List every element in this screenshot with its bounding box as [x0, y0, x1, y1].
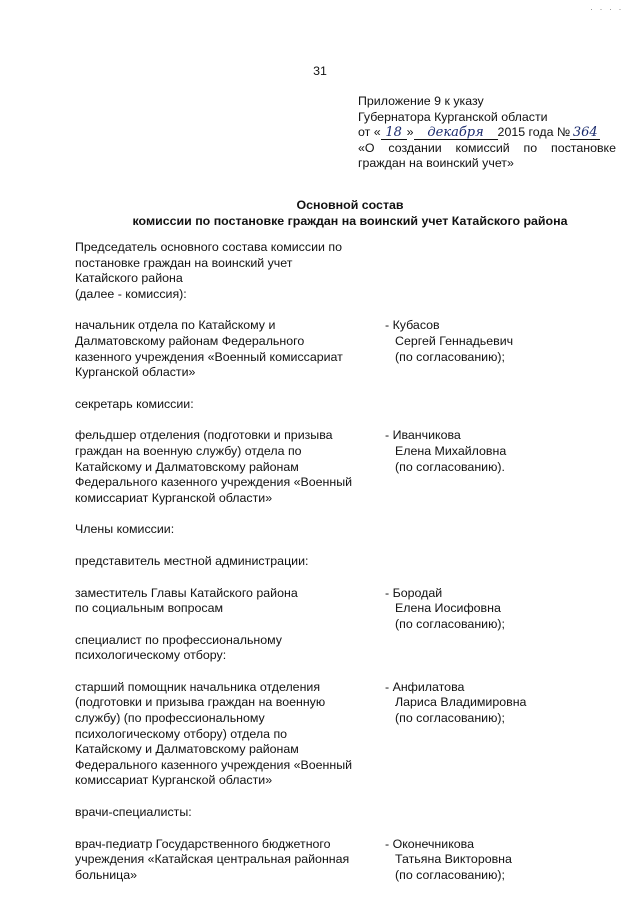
commission-row [75, 397, 585, 413]
role-line: (далее - комиссия): [75, 286, 187, 301]
page-number: 31 [313, 64, 327, 78]
handwritten-month: декабря [414, 126, 498, 140]
member-name [385, 586, 595, 633]
member-name [385, 318, 595, 365]
commission-row [75, 428, 585, 506]
role-description [75, 837, 375, 884]
role-line: Катайскому и Далматовскому районам [75, 742, 299, 757]
row-spacer [75, 412, 585, 428]
row-spacer [75, 789, 585, 805]
member-name [385, 837, 595, 884]
appendix-block [358, 94, 616, 172]
member-name [385, 680, 595, 727]
role-line: Федерального казенного учреждения «Военный [75, 757, 353, 772]
role-description [75, 397, 375, 413]
role-description [75, 805, 375, 821]
document-heading [0, 198, 640, 229]
role-line: фельдшер отделения (подготовки и призыва [75, 428, 333, 443]
role-line: Члены комиссии: [75, 522, 175, 537]
member-name [385, 428, 595, 475]
appendix-line-1: Приложение 9 к указу [358, 94, 484, 108]
row-spacer [75, 664, 585, 680]
role-line: специалист по профессиональному [75, 632, 282, 647]
heading-line-2: комиссии по постановке граждан на воинский учет Катайского района [132, 213, 568, 228]
row-spacer [75, 821, 585, 837]
role-line: службу) (по профессиональному [75, 711, 265, 726]
commission-row [75, 522, 585, 538]
row-spacer [75, 506, 585, 522]
role-line: казенного учреждения «Военный комиссариат [75, 349, 343, 364]
member-surname: - Иванчикова [385, 428, 461, 443]
commission-row [75, 805, 585, 821]
row-spacer [75, 570, 585, 586]
date-prefix: от « [358, 125, 381, 140]
member-surname: - Кубасов [385, 318, 440, 333]
commission-row [75, 318, 585, 380]
member-surname: - Оконечникова [385, 836, 474, 851]
corner-mark: · · · · [590, 4, 624, 14]
row-spacer [75, 883, 585, 899]
member-detail: Елена Иосифовна [395, 601, 501, 616]
member-detail: (по согласованию). [395, 459, 505, 474]
member-detail: Елена Михайловна [395, 443, 507, 458]
commission-row [75, 240, 585, 302]
member-detail: Татьяна Викторовна [395, 852, 512, 867]
role-description [75, 522, 375, 538]
role-line: врачи-специалисты: [75, 805, 192, 820]
role-description [75, 633, 375, 664]
role-line: Председатель основного состава комиссии по [75, 240, 342, 254]
handwritten-number: 364 [570, 126, 600, 140]
role-line: граждан на военную службу) отдела по [75, 443, 302, 458]
appendix-title-line-2: граждан на воинский учет» [358, 156, 514, 171]
role-line: Федерального казенного учреждения «Военный [75, 475, 353, 490]
role-line: заместитель Главы Катайского района [75, 585, 298, 600]
member-detail: (по согласованию); [395, 616, 505, 631]
role-line: учреждения «Катайская центральная районная [75, 852, 350, 867]
role-line: (подготовки и призыва граждан на военную [75, 695, 326, 710]
row-spacer [75, 538, 585, 554]
role-line: старший помощник начальника отделения [75, 679, 321, 694]
member-detail: Сергей Геннадьевич [395, 333, 514, 348]
role-line: больница» [75, 867, 138, 882]
role-description [75, 318, 375, 380]
appendix-date-line [358, 125, 616, 141]
role-line: врач-педиатр Государственного бюджетного [75, 836, 331, 851]
role-line: представитель местной администрации: [75, 553, 309, 568]
role-line: Курганской области» [75, 365, 196, 380]
role-description [75, 240, 375, 302]
role-line: постановке граждан на воинский учет [75, 255, 293, 270]
role-line: комиссариат Курганской области» [75, 773, 273, 788]
role-line: Далматовскому районам Федерального [75, 333, 305, 348]
member-surname: - Бородай [385, 585, 443, 600]
appendix-line-2: Губернатора Курганской области [358, 109, 548, 124]
date-year: 2015 года № [497, 125, 571, 140]
row-spacer [75, 302, 585, 318]
role-line: психологическому отбору: [75, 648, 227, 663]
role-description [75, 428, 375, 506]
heading-line-1: Основной состав [296, 198, 404, 212]
member-detail: Лариса Владимировна [395, 695, 527, 710]
member-detail: (по согласованию); [395, 711, 505, 726]
commission-list [75, 240, 585, 899]
commission-row [75, 680, 585, 789]
handwritten-day: 18 [381, 126, 407, 140]
row-spacer [75, 381, 585, 397]
role-line: секретарь комиссии: [75, 396, 194, 411]
role-description [75, 554, 375, 570]
role-line: начальник отдела по Катайскому и [75, 318, 276, 333]
role-description [75, 586, 375, 617]
commission-row [75, 633, 585, 664]
member-detail: (по согласованию); [395, 867, 505, 882]
member-detail: (по согласованию); [395, 349, 505, 364]
commission-row [75, 554, 585, 570]
commission-row [75, 837, 585, 884]
role-line: комиссариат Курганской области» [75, 490, 273, 505]
role-description [75, 680, 375, 789]
role-line: Катайскому и Далматовскому районам [75, 459, 299, 474]
commission-row [75, 585, 585, 631]
role-line: Катайского района [75, 271, 183, 286]
date-quote: » [406, 125, 414, 140]
member-surname: - Анфилатова [385, 679, 465, 694]
role-line: по социальным вопросам [75, 601, 224, 616]
role-line: психологическому отбору) отдела по [75, 726, 288, 741]
appendix-title-line-1: «О создании комиссий по постановке [358, 140, 616, 155]
